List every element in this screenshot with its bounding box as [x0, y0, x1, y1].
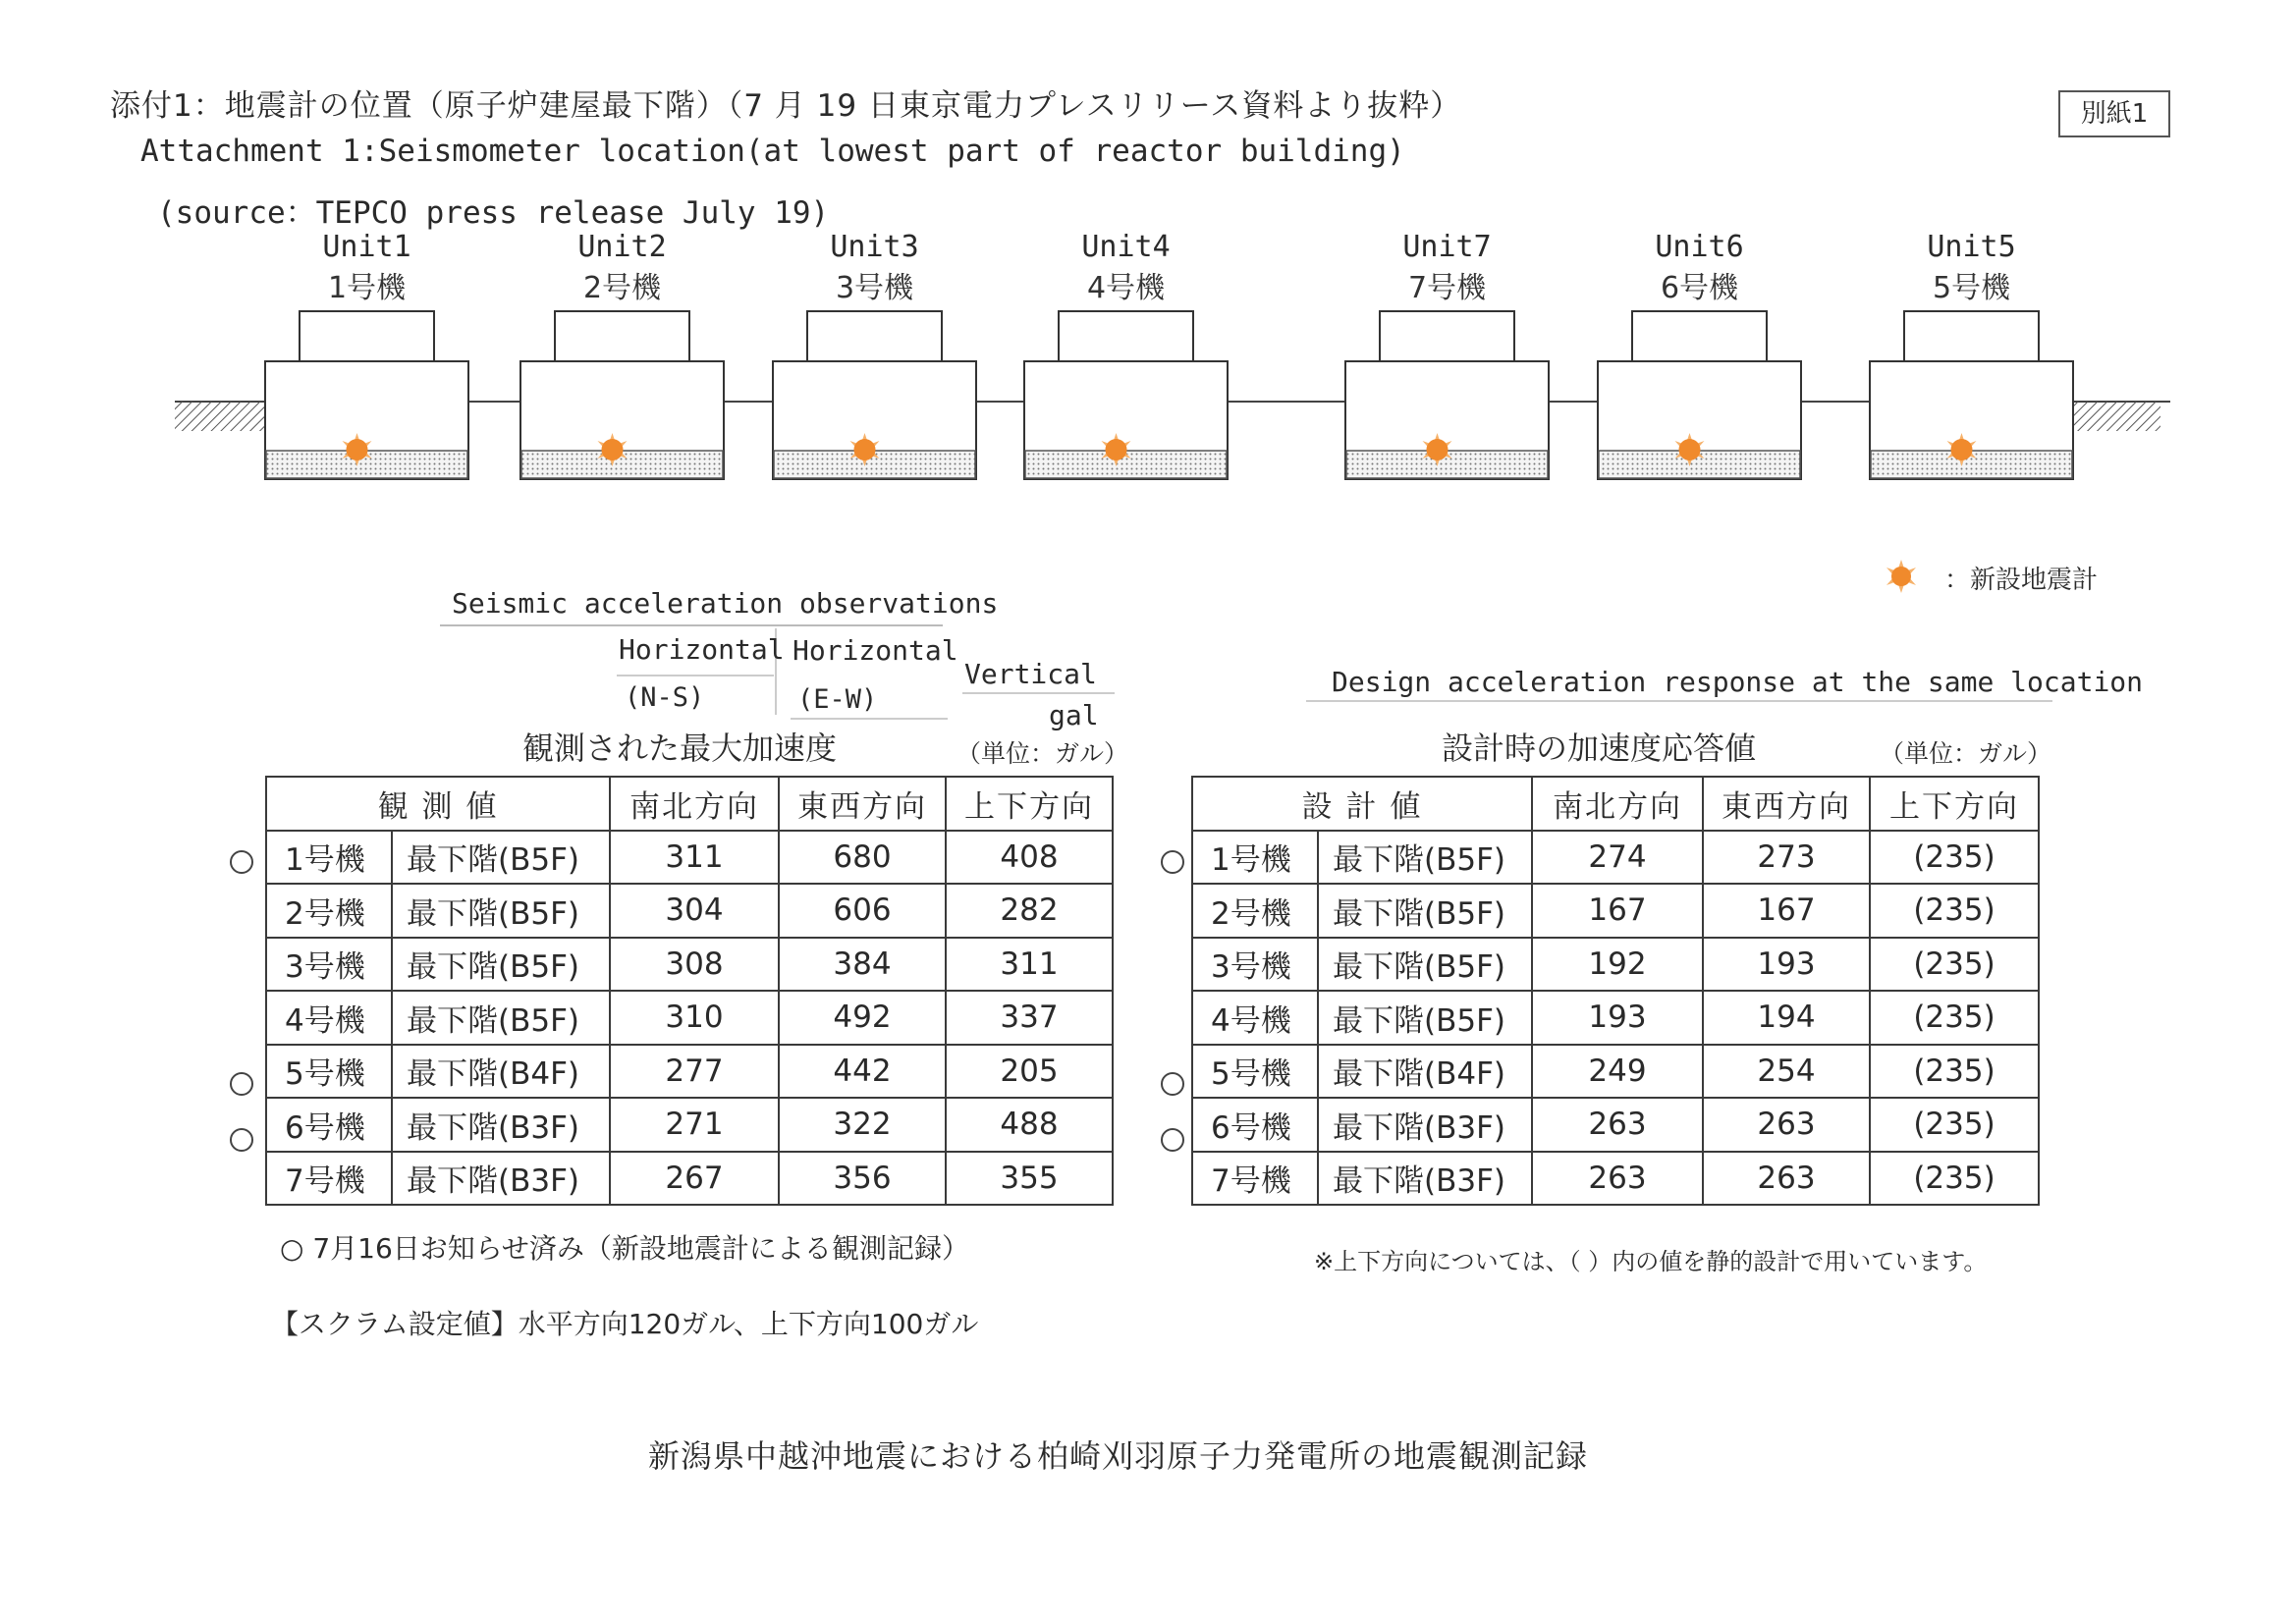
north-south-value: 310 — [610, 991, 779, 1045]
floor-cell: 最下階(B4F) — [392, 1045, 610, 1099]
north-south-value: 192 — [1532, 938, 1703, 992]
observed-header-rules — [0, 0, 1129, 727]
up-down-value: (235) — [1870, 1045, 2039, 1099]
floor-cell: 最下階(B4F) — [1318, 1045, 1532, 1099]
unit-cell: 6号機 — [266, 1098, 392, 1152]
unit-label-japanese: 3号機 — [835, 271, 914, 305]
table-row — [1192, 1152, 2039, 1206]
unit-label — [1602, 227, 1798, 309]
table-row — [1192, 1045, 2039, 1099]
up-down-value: 408 — [946, 831, 1113, 885]
unit-label-english: Unit2 — [577, 230, 667, 264]
design-unit-label: （単位：ガル） — [1880, 739, 2052, 768]
up-down-value: 282 — [946, 884, 1113, 938]
source-line: (source：TEPCO press release July 19) — [157, 195, 830, 231]
unit-label-japanese: 1号機 — [327, 271, 407, 305]
up-down-value: (235) — [1870, 884, 2039, 938]
up-down-value: 488 — [946, 1098, 1113, 1152]
floor-cell: 最下階(B3F) — [392, 1152, 610, 1206]
north-south-value: 167 — [1532, 884, 1703, 938]
unit-label-japanese: 5号機 — [1932, 271, 2011, 305]
legend-seismometer-icon — [1882, 557, 1921, 596]
east-west-value: 442 — [779, 1045, 946, 1099]
legend-label: ：新設地震計 — [1944, 566, 2099, 595]
unit-label-english: Unit1 — [322, 230, 411, 264]
observed-note: ○ 7月16日お知らせ済み（新設地震計による観測記録） — [280, 1232, 969, 1265]
up-down-value: 205 — [946, 1045, 1113, 1099]
north-south-value: 304 — [610, 884, 779, 938]
design-header-rule — [1306, 699, 2052, 703]
unit-cell: 3号機 — [1192, 938, 1318, 992]
header-east-west: 東西方向 — [779, 777, 946, 831]
table-row — [1192, 1098, 2039, 1152]
unit-cell: 7号機 — [1192, 1152, 1318, 1206]
table-row — [266, 1152, 1113, 1206]
table-row — [1192, 884, 2039, 938]
east-west-value: 356 — [779, 1152, 946, 1206]
table-header-row — [266, 777, 1113, 831]
table-row — [1192, 831, 2039, 885]
unit-cell: 3号機 — [266, 938, 392, 992]
east-west-value: 384 — [779, 938, 946, 992]
unit-label-english: Unit4 — [1081, 230, 1171, 264]
unit-label-english: Unit5 — [1927, 230, 2016, 264]
unit-cell: 4号機 — [1192, 991, 1318, 1045]
horizontal-ns-label: Horizontal — [619, 633, 785, 666]
unit-label-japanese: 4号機 — [1086, 271, 1166, 305]
north-south-value: 311 — [610, 831, 779, 885]
scram-setting: 【スクラム設定値】水平方向120ガル、上下方向100ガル — [271, 1308, 979, 1340]
reported-mark-icon — [230, 1072, 253, 1096]
floor-cell: 最下階(B5F) — [392, 991, 610, 1045]
north-south-value: 274 — [1532, 831, 1703, 885]
east-west-value: 322 — [779, 1098, 946, 1152]
table-row — [1192, 938, 2039, 992]
unit-label — [1874, 227, 2070, 309]
ns-label: (N-S) — [625, 682, 705, 713]
up-down-value: (235) — [1870, 1098, 2039, 1152]
reported-mark-icon — [1161, 850, 1184, 874]
observed-unit-label: （単位：ガル） — [957, 739, 1129, 768]
floor-cell: 最下階(B5F) — [1318, 831, 1532, 885]
table-header-row — [1192, 777, 2039, 831]
table-row — [266, 1045, 1113, 1099]
up-down-value: (235) — [1870, 938, 2039, 992]
building-upper-floor — [1380, 311, 1514, 361]
table-row — [1192, 991, 2039, 1045]
building-upper-floor — [1904, 311, 2039, 361]
footer-caption: 新潟県中越沖地震における柏崎刈羽原子力発電所の地震観測記録 — [648, 1437, 1589, 1475]
header-east-west: 東西方向 — [1703, 777, 1870, 831]
table-row — [266, 938, 1113, 992]
ew-label: (E-W) — [797, 684, 878, 715]
building-upper-floor — [1632, 311, 1767, 361]
floor-cell: 最下階(B3F) — [1318, 1098, 1532, 1152]
east-west-value: 254 — [1703, 1045, 1870, 1099]
floor-cell: 最下階(B3F) — [1318, 1152, 1532, 1206]
up-down-value: 337 — [946, 991, 1113, 1045]
up-down-value: 311 — [946, 938, 1113, 992]
floor-cell: 最下階(B5F) — [1318, 884, 1532, 938]
table-row — [266, 831, 1113, 885]
gal-label: gal — [1049, 699, 1099, 731]
unit-label-english: Unit7 — [1402, 230, 1492, 264]
north-south-value: 267 — [610, 1152, 779, 1206]
north-south-value: 249 — [1532, 1045, 1703, 1099]
east-west-value: 263 — [1703, 1152, 1870, 1206]
unit-cell: 2号機 — [266, 884, 392, 938]
east-west-value: 680 — [779, 831, 946, 885]
east-west-value: 167 — [1703, 884, 1870, 938]
unit-cell: 1号機 — [266, 831, 392, 885]
floor-cell: 最下階(B5F) — [392, 884, 610, 938]
table-row — [266, 1098, 1113, 1152]
design-note: ※上下方向については、（ ）内の値を静的設計で用いています。 — [1314, 1248, 1988, 1275]
unit-label — [1349, 227, 1546, 309]
reported-mark-icon — [230, 850, 253, 874]
north-south-value: 263 — [1532, 1098, 1703, 1152]
unit-cell: 5号機 — [1192, 1045, 1318, 1099]
east-west-value: 492 — [779, 991, 946, 1045]
floor-cell: 最下階(B5F) — [1318, 991, 1532, 1045]
unit-label-japanese: 7号機 — [1407, 271, 1487, 305]
reported-mark-icon — [230, 1128, 253, 1152]
up-down-value: (235) — [1870, 831, 2039, 885]
observed-title-english: Seismic acceleration observations — [452, 587, 999, 620]
table-row — [266, 991, 1113, 1045]
unit-cell: 4号機 — [266, 991, 392, 1045]
observed-title-japanese: 観測された最大加速度 — [522, 730, 838, 767]
north-south-value: 277 — [610, 1045, 779, 1099]
floor-cell: 最下階(B5F) — [392, 831, 610, 885]
up-down-value: (235) — [1870, 991, 2039, 1045]
observed-values-table — [265, 776, 1114, 1206]
design-title-english: Design acceleration response at the same location — [1332, 666, 2144, 698]
north-south-value: 308 — [610, 938, 779, 992]
east-west-value: 263 — [1703, 1098, 1870, 1152]
header-design: 設 計 値 — [1192, 777, 1532, 831]
unit-cell: 5号機 — [266, 1045, 392, 1099]
east-west-value: 606 — [779, 884, 946, 938]
east-west-value: 194 — [1703, 991, 1870, 1045]
header-up-down: 上下方向 — [1870, 777, 2039, 831]
horizontal-ew-label: Horizontal — [793, 634, 958, 667]
up-down-value: 355 — [946, 1152, 1113, 1206]
floor-cell: 最下階(B5F) — [1318, 938, 1532, 992]
unit-label-japanese: 2号機 — [582, 271, 662, 305]
header-up-down: 上下方向 — [946, 777, 1113, 831]
north-south-value: 271 — [610, 1098, 779, 1152]
title-english: Attachment 1:Seismometer location(at lowest part of reactor building) — [140, 134, 1405, 169]
header-observed: 観 測 値 — [266, 777, 610, 831]
north-south-value: 193 — [1532, 991, 1703, 1045]
unit-label-japanese: 6号機 — [1660, 271, 1739, 305]
east-west-value: 273 — [1703, 831, 1870, 885]
title-japanese: 添付1：地震計の位置（原子炉建屋最下階）（7 月 19 日東京電力プレスリリース資料より抜粋） — [110, 88, 1462, 124]
attachment-badge: 別紙1 — [2058, 90, 2170, 137]
unit-cell: 2号機 — [1192, 884, 1318, 938]
unit-label-english: Unit6 — [1655, 230, 1744, 264]
unit-cell: 1号機 — [1192, 831, 1318, 885]
east-west-value: 193 — [1703, 938, 1870, 992]
design-values-table — [1191, 776, 2040, 1206]
design-title-japanese: 設計時の加速度応答値 — [1442, 730, 1757, 767]
floor-cell: 最下階(B5F) — [392, 938, 610, 992]
up-down-value: (235) — [1870, 1152, 2039, 1206]
floor-cell: 最下階(B3F) — [392, 1098, 610, 1152]
unit-cell: 6号機 — [1192, 1098, 1318, 1152]
unit-label-english: Unit3 — [830, 230, 919, 264]
reported-mark-icon — [1161, 1128, 1184, 1152]
reported-mark-icon — [1161, 1072, 1184, 1096]
table-row — [266, 884, 1113, 938]
north-south-value: 263 — [1532, 1152, 1703, 1206]
ground-hatch-right — [2070, 402, 2160, 431]
unit-cell: 7号機 — [266, 1152, 392, 1206]
vertical-label: Vertical — [964, 658, 1097, 690]
header-north-south: 南北方向 — [610, 777, 779, 831]
header-north-south: 南北方向 — [1532, 777, 1703, 831]
